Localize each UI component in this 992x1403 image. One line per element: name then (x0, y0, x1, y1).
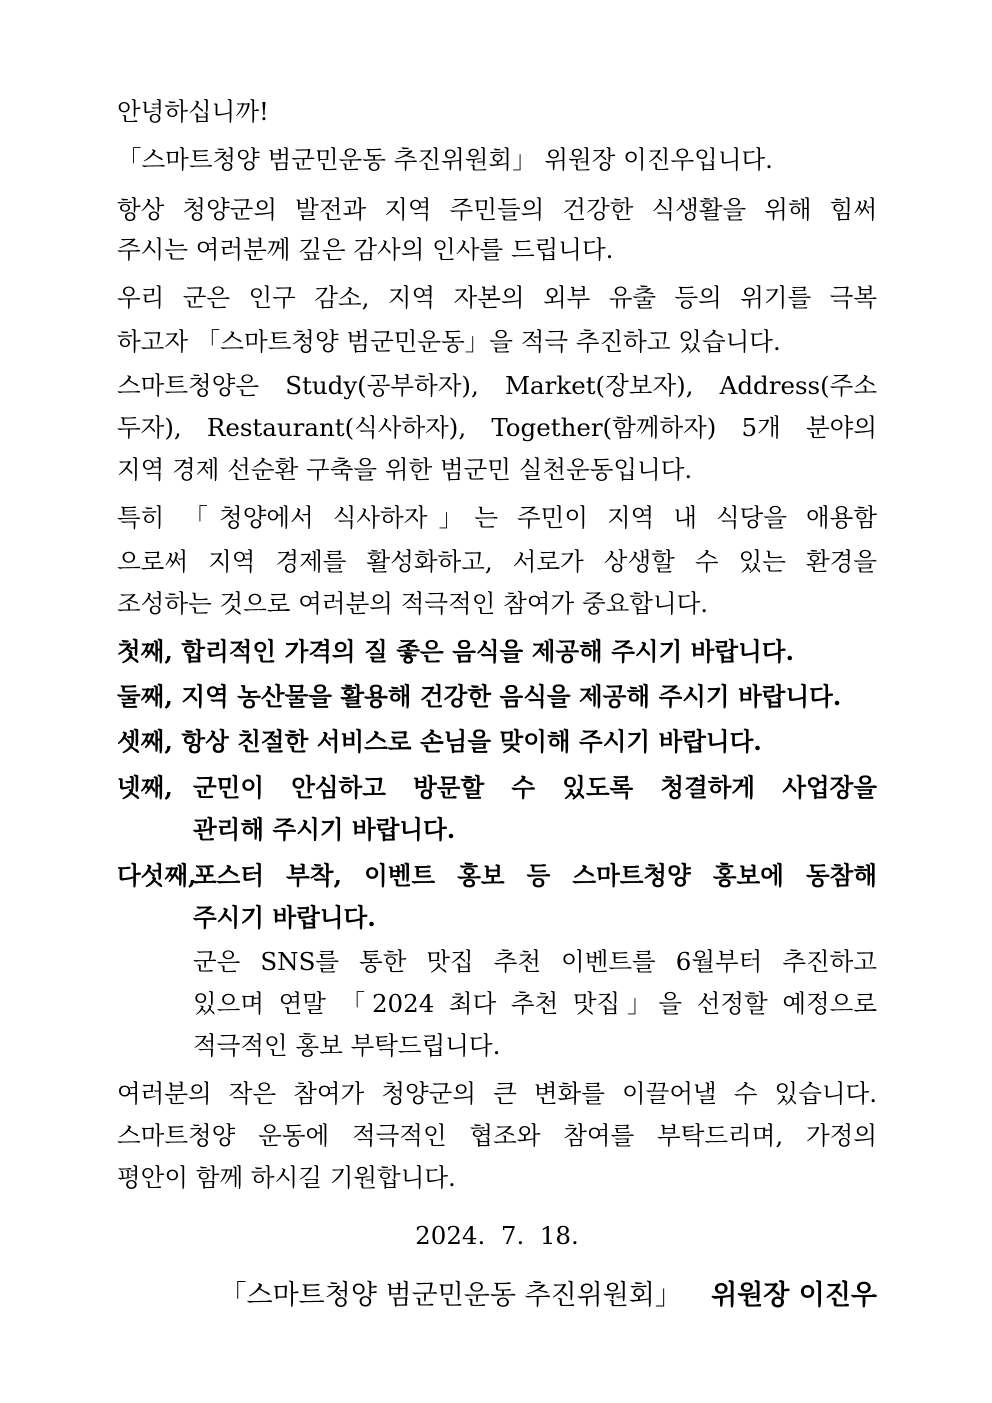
signature (117, 1279, 877, 1313)
letter-date: 2024. 7. 18. (415, 1221, 579, 1250)
event-note-line1: 군은 SNS를 통한 맛집 추천 이벤트를 6월부터 추진하고 (193, 947, 877, 976)
paragraph4-line3: 조성하는 것으로 여러분의 적극적인 참여가 중요합니다. (117, 589, 709, 618)
request-item-2 (117, 682, 877, 712)
request-text: 항상 친절한 서비스로 손님을 맞이해 주시기 바랍니다. (181, 727, 762, 756)
request-label: 넷째, (117, 773, 173, 802)
request-label: 셋째, (117, 727, 173, 756)
closing-line3: 평안이 함께 하시길 기원합니다. (117, 1163, 456, 1192)
paragraph1-line1: 항상 청양군의 발전과 지역 주민들의 건강한 식생활을 위해 힘써 (117, 195, 877, 224)
paragraph2-line2: 하고자 「스마트청양 범군민운동」을 적극 추진하고 있습니다. (117, 327, 781, 356)
request-text: 합리적인 가격의 질 좋은 음식을 제공해 주시기 바랍니다. (181, 637, 794, 666)
paragraph4-line1: 특히 「청양에서 식사하자」는 주민이 지역 내 식당을 애용함 (117, 503, 877, 532)
request-item-5-line1: 포스터 부착, 이벤트 홍보 등 스마트청양 홍보에 동참해 (193, 861, 877, 890)
paragraph4-line2: 으로써 지역 경제를 활성화하고, 서로가 상생할 수 있는 환경을 (117, 547, 877, 576)
signature-name: 위원장 이진우 (711, 1280, 877, 1311)
closing-line2: 스마트청양 운동에 적극적인 협조와 참여를 부탁드리며, 가정의 (117, 1121, 877, 1150)
request-item-4-line2: 관리해 주시기 바랍니다. (193, 815, 456, 844)
paragraph3-line2: 두자), Restaurant(식사하자), Together(함께하자) 5개 분야의 (117, 413, 877, 442)
paragraph3-line1: 스마트청양은 Study(공부하자), Market(장보자), Address(주소 (117, 371, 877, 400)
signature-organization: 「스마트청양 범군민운동 추진위원회」 (219, 1280, 682, 1311)
paragraph3-line3: 지역 경제 선순환 구축을 위한 범군민 실천운동입니다. (117, 455, 693, 484)
intro-line: 「스마트청양 범군민운동 추진위원회」 위원장 이진우입니다. (117, 145, 773, 174)
paragraph1-line2: 주시는 여러분께 깊은 감사의 인사를 드립니다. (117, 235, 614, 264)
request-label: 둘째, (117, 682, 173, 711)
request-text: 지역 농산물을 활용해 건강한 음식을 제공해 주시기 바랍니다. (181, 682, 842, 711)
paragraph2-line1: 우리 군은 인구 감소, 지역 자본의 외부 유출 등의 위기를 극복 (117, 283, 877, 312)
event-note-line2: 있으며 연말 「2024 최다 추천 맛집」을 선정할 예정으로 (193, 989, 877, 1018)
greeting: 안녕하십니까! (117, 97, 269, 126)
request-label: 첫째, (117, 637, 173, 666)
request-label: 다섯째, (117, 861, 197, 890)
request-item-5-line2: 주시기 바랍니다. (193, 903, 376, 932)
request-item-3 (117, 727, 877, 757)
event-note-line3: 적극적인 홍보 부탁드립니다. (193, 1031, 501, 1060)
closing-line1: 여러분의 작은 참여가 청양군의 큰 변화를 이끌어낼 수 있습니다. (117, 1079, 877, 1108)
request-item-1 (117, 637, 877, 667)
request-item-4-line1: 군민이 안심하고 방문할 수 있도록 청결하게 사업장을 (193, 773, 877, 802)
